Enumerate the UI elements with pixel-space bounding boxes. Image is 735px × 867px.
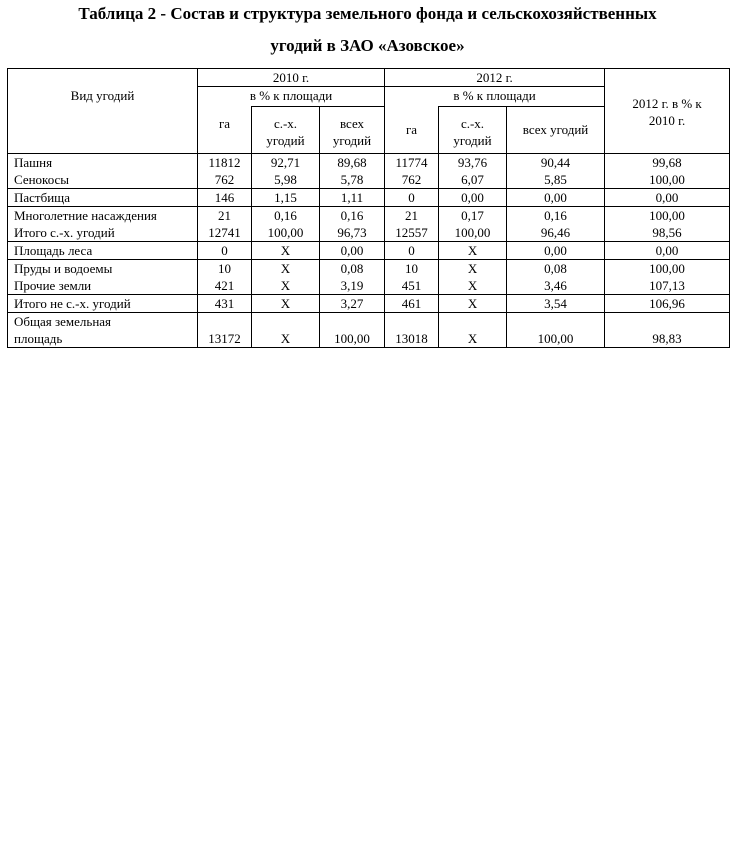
- cell-value: 10: [405, 261, 419, 276]
- table-row: [8, 154, 730, 189]
- row-value-cell: [198, 154, 252, 189]
- row-value-cell: [507, 207, 605, 242]
- row-value-cell: [507, 295, 605, 313]
- row-value-cell: [252, 295, 320, 313]
- cell-value: Х: [467, 261, 478, 276]
- row-value-cell: [605, 207, 730, 242]
- row-label: Прочие земли: [14, 278, 92, 293]
- table-row: [8, 295, 730, 313]
- cell-value: 5,85: [544, 172, 567, 187]
- row-value-cell: [605, 260, 730, 295]
- cell-value: 100,00: [454, 225, 491, 240]
- table-row: [8, 260, 730, 295]
- row-label: Многолетние насаждения: [14, 208, 157, 223]
- header-ha-2010: га: [198, 107, 252, 154]
- row-label: Сенокосы: [14, 172, 70, 187]
- cell-value: 762: [214, 172, 235, 187]
- row-label: Площадь леса: [14, 243, 93, 258]
- header-ag-land-2012: [439, 107, 507, 154]
- row-label: Итого с.-х. угодий: [14, 225, 115, 240]
- row-label: Итого не с.-х. угодий: [14, 296, 131, 311]
- table-row: [8, 242, 730, 260]
- cell-value: Х: [280, 261, 291, 276]
- land-fund-table: [7, 68, 730, 348]
- cell-value: 12557: [395, 225, 428, 240]
- cell-value: 0,00: [655, 243, 679, 258]
- header-change-line-2: 2010 г.: [648, 113, 686, 128]
- header-change-cell: [605, 69, 730, 154]
- cell-value: 0,00: [655, 190, 679, 205]
- table-row-total: [8, 313, 730, 348]
- row-value-cell: [439, 242, 507, 260]
- cell-value: 762: [401, 172, 422, 187]
- cell-value: 96,73: [337, 225, 367, 240]
- header-type-cell: [8, 69, 198, 154]
- table-row: [8, 189, 730, 207]
- cell-value: 21: [218, 208, 231, 223]
- cell-value: 0,16: [544, 208, 567, 223]
- table-title-line-1: Таблица 2 - Состав и структура земельного фонда и сельскохозяйственных: [78, 4, 657, 23]
- row-value-cell: [198, 207, 252, 242]
- row-value-cell: [439, 189, 507, 207]
- row-value-cell: [320, 207, 385, 242]
- row-value-cell: [320, 242, 385, 260]
- header-ag-land-2010-l2: угодий: [266, 133, 305, 148]
- row-value-cell: [507, 189, 605, 207]
- cell-value: 146: [214, 190, 235, 205]
- cell-value: 106,96: [649, 296, 685, 311]
- row-value-cell: [385, 207, 439, 242]
- row-value-cell: [439, 260, 507, 295]
- total-value-cell: 13172: [198, 313, 252, 348]
- cell-value: 5,98: [274, 172, 297, 187]
- cell-value: 0,16: [274, 208, 297, 223]
- row-label-cell: [8, 189, 198, 207]
- cell-value: 89,68: [337, 155, 367, 170]
- table-row: [8, 207, 730, 242]
- cell-value: 1,11: [340, 190, 364, 205]
- total-label: площадь: [14, 331, 63, 346]
- row-value-cell: [252, 189, 320, 207]
- row-value-cell: [605, 189, 730, 207]
- row-label-cell: [8, 260, 198, 295]
- row-value-cell: [605, 295, 730, 313]
- cell-value: 100,00: [649, 208, 685, 223]
- cell-value: Х: [280, 243, 291, 258]
- cell-value: 461: [401, 296, 422, 311]
- row-value-cell: [320, 189, 385, 207]
- row-value-cell: [605, 242, 730, 260]
- row-label-cell: [8, 207, 198, 242]
- row-value-cell: [385, 154, 439, 189]
- cell-value: 0,17: [461, 208, 484, 223]
- row-value-cell: [320, 154, 385, 189]
- cell-value: 3,19: [340, 278, 364, 293]
- cell-value: 10: [218, 261, 231, 276]
- row-label-cell: [8, 154, 198, 189]
- cell-value: 107,13: [649, 278, 685, 293]
- cell-value: 90,44: [540, 155, 571, 170]
- total-label-cell: [8, 313, 198, 348]
- row-label-cell: [8, 242, 198, 260]
- cell-value: Х: [467, 296, 478, 311]
- cell-value: 100,00: [649, 172, 685, 187]
- cell-value: 21: [405, 208, 419, 223]
- row-value-cell: [198, 242, 252, 260]
- header-ag-land-2012-l2: угодий: [453, 133, 492, 148]
- row-value-cell: [252, 154, 320, 189]
- row-value-cell: [507, 260, 605, 295]
- cell-value: Х: [467, 243, 478, 258]
- header-ag-land-2010-l1: с.-х.: [273, 116, 298, 131]
- row-value-cell: [439, 154, 507, 189]
- row-value-cell: [252, 242, 320, 260]
- cell-value: 1,15: [274, 190, 297, 205]
- cell-value: Х: [280, 278, 291, 293]
- row-value-cell: [320, 260, 385, 295]
- cell-value: 0: [408, 243, 415, 258]
- row-value-cell: [605, 154, 730, 189]
- cell-value: 0,08: [544, 261, 567, 276]
- cell-value: 92,71: [270, 155, 301, 170]
- total-value-cell: 13018: [385, 313, 439, 348]
- header-year-2010: 2010 г.: [198, 69, 385, 87]
- cell-value: 100,00: [649, 261, 685, 276]
- cell-value: 12741: [208, 225, 241, 240]
- header-change-line-1: 2012 г. в % к: [632, 96, 702, 111]
- row-value-cell: [320, 295, 385, 313]
- row-value-cell: [507, 154, 605, 189]
- row-value-cell: [252, 207, 320, 242]
- cell-value: 6,07: [461, 172, 484, 187]
- header-all-land-2012: всех угодий: [507, 107, 605, 154]
- cell-value: 5,78: [340, 172, 364, 187]
- total-label: Общая земельная: [14, 314, 112, 329]
- row-label: Пруды и водоемы: [14, 261, 113, 276]
- header-ag-land-2010: [252, 107, 320, 154]
- total-value-cell: 100,00: [507, 313, 605, 348]
- header-all-land-2010-l1: всех: [339, 116, 365, 131]
- cell-value: 0: [408, 190, 415, 205]
- row-label: Пастбища: [14, 190, 70, 205]
- total-value-cell: 98,83: [605, 313, 730, 348]
- cell-value: 96,46: [540, 225, 571, 240]
- header-ha-2012: га: [385, 107, 439, 154]
- header-pct-area-2010: в % к площади: [198, 87, 385, 107]
- row-value-cell: [439, 295, 507, 313]
- total-value-cell: 100,00: [320, 313, 385, 348]
- row-value-cell: [252, 260, 320, 295]
- cell-value: 0,16: [340, 208, 364, 223]
- cell-value: 98,56: [652, 225, 682, 240]
- total-value-cell: Х: [252, 313, 320, 348]
- cell-value: 11774: [395, 155, 428, 170]
- cell-value: 3,54: [544, 296, 567, 311]
- row-value-cell: [198, 260, 252, 295]
- header-ag-land-2012-l1: с.-х.: [460, 116, 485, 131]
- row-value-cell: [198, 295, 252, 313]
- cell-value: 0,00: [544, 190, 567, 205]
- cell-value: 100,00: [267, 225, 304, 240]
- row-value-cell: [385, 260, 439, 295]
- cell-value: 11812: [208, 155, 241, 170]
- cell-value: Х: [280, 296, 291, 311]
- cell-value: 93,76: [457, 155, 488, 170]
- cell-value: 0,00: [461, 190, 484, 205]
- header-all-land-2010: [320, 107, 385, 154]
- row-value-cell: [439, 207, 507, 242]
- header-pct-area-2012: в % к площади: [385, 87, 605, 107]
- row-label: Пашня: [14, 155, 53, 170]
- cell-value: 0: [221, 243, 228, 258]
- row-value-cell: [385, 295, 439, 313]
- row-label-cell: [8, 295, 198, 313]
- cell-value: 3,46: [544, 278, 567, 293]
- row-value-cell: [385, 242, 439, 260]
- cell-value: 0,08: [340, 261, 364, 276]
- cell-value: 0,00: [340, 243, 364, 258]
- total-value-cell: Х: [439, 313, 507, 348]
- cell-value: Х: [467, 278, 478, 293]
- row-value-cell: [507, 242, 605, 260]
- cell-value: 451: [401, 278, 422, 293]
- cell-value: 431: [214, 296, 235, 311]
- cell-value: 421: [214, 278, 235, 293]
- header-year-2012: 2012 г.: [385, 69, 605, 87]
- row-value-cell: [198, 189, 252, 207]
- table-title-line-2: угодий в ЗАО «Азовское»: [270, 36, 465, 55]
- cell-value: 3,27: [340, 296, 364, 311]
- cell-value: 99,68: [652, 155, 682, 170]
- cell-value: 0,00: [544, 243, 567, 258]
- header-type-label: Вид угодий: [70, 88, 135, 103]
- header-all-land-2010-l2: угодий: [332, 133, 372, 148]
- row-value-cell: [385, 189, 439, 207]
